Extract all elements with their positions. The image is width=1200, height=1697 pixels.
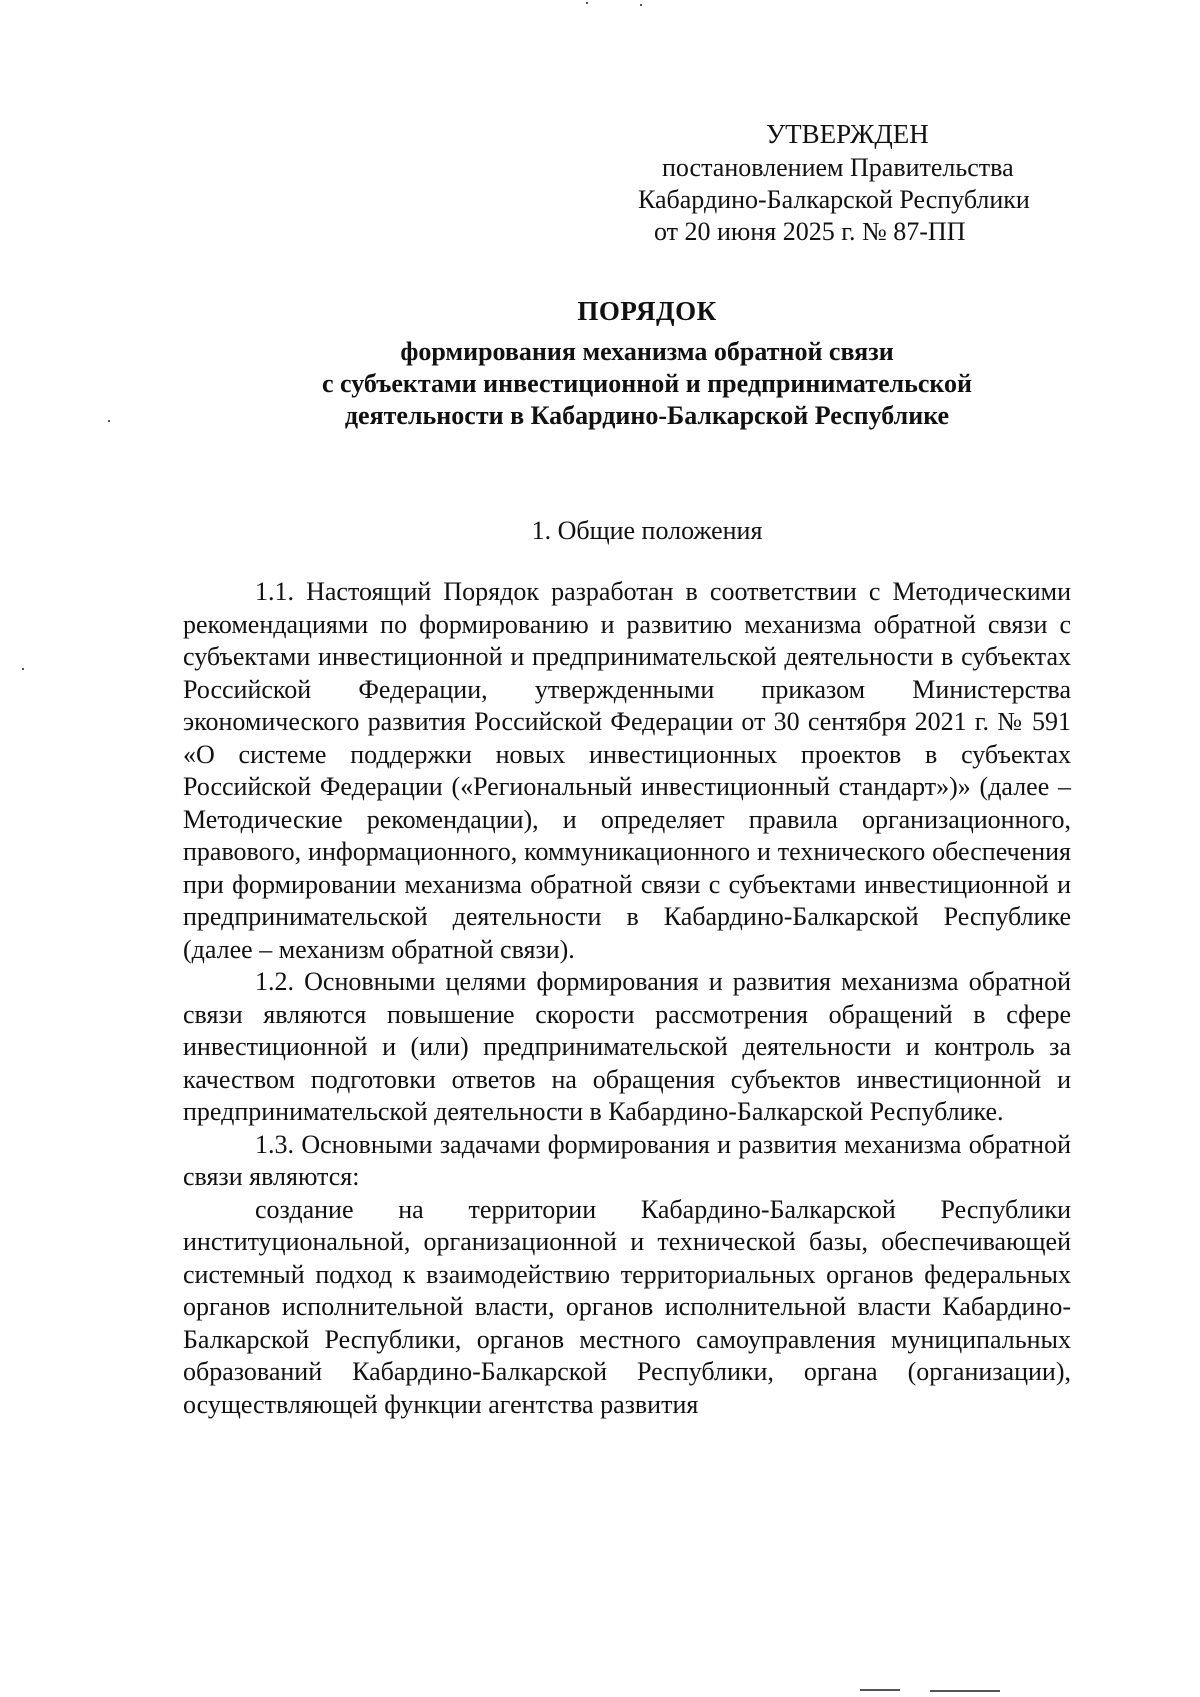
approval-line: постановлением Правительства	[662, 153, 1014, 182]
subtitle-line: деятельности в Кабардино-Балкарской Республике	[344, 401, 950, 430]
document-title: ПОРЯДОК	[577, 296, 717, 326]
approval-stamp	[600, 118, 1090, 248]
approval-line: от 20 июня 2025 г. № 87-ПП	[654, 217, 966, 246]
scan-artifact	[640, 4, 642, 6]
paragraph: 1.1. Настоящий Порядок разработан в соответствии с Методическими рекомендациями по формированию и развитию механизма обратной связи с субъектами инвестиционной и предпринимательской деятельности в субъектах Российской Федерации, утвержденными приказом Министерства экономического развития Российской Федерации от 30 сентября 2021 г. № 591 «О системе поддержки новых инвестиционных проектов в субъектах Российской Федерации («Региональный инвестиционный стандарт»)» (далее – Методические рекомендации), и определяет правила организационного, правового, информационного, коммуникационного и технического обеспечения при формировании механизма обратной связи с субъектами инвестиционной и предпринимательской деятельности в Кабардино-Балкарской Республике (далее – механизм обратной связи).	[183, 577, 1071, 964]
scan-artifact	[930, 1690, 1000, 1692]
scan-artifact	[860, 1689, 900, 1691]
paragraph: 1.2. Основными целями формирования и развития механизма обратной связи являются повышение скорости рассмотрения обращений в сфере инвестиционной и (или) предпринимательской деятельности и контроль за качеством подготовки ответов на обращения субъектов инвестиционной и предпринимательской деятельности в Кабардино-Балкарской Республике.	[183, 967, 1071, 1126]
approval-title: УТВЕРЖДЕН	[766, 119, 929, 149]
document-subtitle	[0, 336, 1200, 432]
subtitle-line: формирования механизма обратной связи	[400, 337, 894, 366]
paragraph: создание на территории Кабардино-Балкарской Республики институциональной, организационной и технической базы, обеспечивающей системный подход к взаимодействию территориальных органов федеральных органов исполнительной власти, органов исполнительной власти Кабардино-Балкарской Республики, органов местного самоуправления муниципальных образований Кабардино-Балкарской Республики, органа (организации), осуществляющей функции агентства развития	[183, 1194, 1071, 1419]
section-heading: 1. Общие положения	[531, 516, 763, 545]
body-text	[183, 576, 1071, 1421]
scan-artifact	[22, 668, 24, 670]
scan-artifact	[586, 2, 588, 4]
subtitle-line: с субъектами инвестиционной и предпринимательской	[321, 369, 973, 398]
scan-artifact	[108, 420, 110, 422]
approval-line: Кабардино-Балкарской Республики	[638, 185, 1030, 214]
paragraph: 1.3. Основными задачами формирования и развития механизма обратной связи являются:	[183, 1129, 1071, 1191]
